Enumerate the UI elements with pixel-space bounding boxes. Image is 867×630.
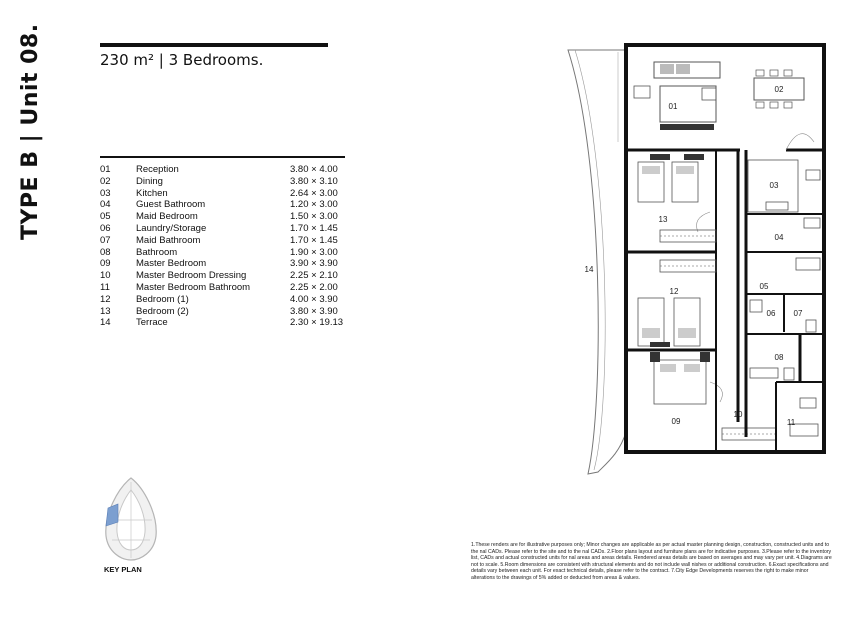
- schedule-row: 03 Kitchen 2.64 × 3.00: [100, 187, 338, 199]
- schedule-row: 11 Master Bedroom Bathroom 2.25 × 2.00: [100, 281, 338, 293]
- room-label-14: 14: [584, 265, 594, 274]
- room-label-04: 04: [774, 233, 784, 242]
- room-label-07: 07: [793, 309, 803, 318]
- schedule-row: 06 Laundry/Storage 1.70 × 1.45: [100, 222, 338, 234]
- schedule-row: 13 Bedroom (2) 3.80 × 3.90: [100, 305, 338, 317]
- room-label-09: 09: [671, 417, 681, 426]
- room-label-08: 08: [774, 353, 784, 362]
- room-schedule: [100, 164, 350, 329]
- schedule-row: 09 Master Bedroom 3.90 × 3.90: [100, 258, 338, 270]
- room-label-05: 05: [759, 282, 769, 291]
- room-label-06: 06: [766, 309, 776, 318]
- schedule-row: 02 Dining 3.80 × 3.10: [100, 175, 338, 187]
- floor-plan: [560, 42, 830, 482]
- disclaimer-notes: 1.These renders are for illustrative purposes only; Minor changes are applicable as per actual master planning design, construction, constructed units and to the nal CADs. Please refer to the site and to the nal CADs. 2.Floor plans layout and furniture plans are for indicative purposes. 3.Please refer to the inventory list, CADs and actual constructed units for nal areas and areas details. Rendered areas details are based on averages and may vary per unit. 4.Diagrams are not to scale. 5.Room dimensions are consistent with structural elements and do not include wall nishes or additional construction. 6.Exact specifications and details vary between each unit. For exact technical details, please refer to the contract. 7.City Edge Developments reserves the right to make minor alterations to the drawings of 5% added or deducted from areas & values.: [471, 542, 832, 581]
- area-label: 230 m² | 3 Bedrooms.: [100, 51, 264, 69]
- key-plan-label: KEY PLAN: [104, 565, 142, 574]
- unit-title: TYPE B | Unit 08.: [18, 23, 43, 240]
- schedule-rule: [100, 156, 345, 158]
- title-rule: [100, 43, 328, 47]
- room-label-11: 11: [786, 418, 796, 427]
- room-label-03: 03: [769, 181, 779, 190]
- schedule-row: 04 Guest Bathroom 1.20 × 3.00: [100, 199, 338, 211]
- room-label-13: 13: [658, 215, 668, 224]
- schedule-row: 08 Bathroom 1.90 × 3.00: [100, 246, 338, 258]
- schedule-row: 10 Master Bedroom Dressing 2.25 × 2.10: [100, 270, 338, 282]
- room-label-01: 01: [668, 102, 678, 111]
- schedule-row: 14 Terrace 2.30 × 19.13: [100, 317, 344, 329]
- room-label-10: 10: [733, 410, 743, 419]
- schedule-row: 05 Maid Bedroom 1.50 × 3.00: [100, 211, 338, 223]
- schedule-row: 01 Reception 3.80 × 4.00: [100, 164, 338, 175]
- schedule-row: 07 Maid Bathroom 1.70 × 1.45: [100, 234, 338, 246]
- room-label-12: 12: [669, 287, 679, 296]
- schedule-row: 12 Bedroom (1) 4.00 × 3.90: [100, 293, 338, 305]
- key-plan-diagram: [96, 474, 166, 564]
- room-label-02: 02: [774, 85, 784, 94]
